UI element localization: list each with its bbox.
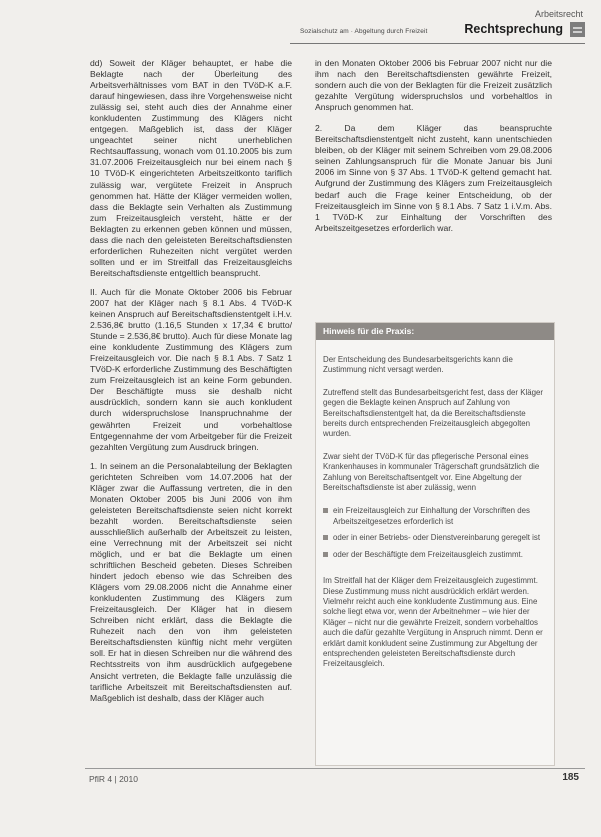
paragraph-ii: II. Auch für die Monate Oktober 2006 bis Februar 2007 hat der Kläger nach § 8.1 Abs. 4 TVöD-K keinen Anspruch auf Bereitschaftsdienstentgelt i.H.v. 2.536,8€ brutto (1.16,5 Stunden x 17,34 € brutto/ Stunde = 2.536,8€ brutto). Auch für diese Monate lag eine konkludente Zustimmung des Klägers zum Freizeitausgleich vor. Die nach § 8.1 Abs. 7 Satz 1 TVöD-K erforderliche Zustimmung des Beschäftigten zum Freizeitausgleich ist an keine Form gebunden. Der Beschäftigte muss sie deshalb nicht ausdrücklich, sondern kann sie auch konkludent durch widerspruchslose Inanspruchnahme der gewährten Freizeit und vorbehaltlose Entgegennahme der vom Arbeitgeber für die Freizeit gezahlten Vergütung zum Ausdruck bringen. xyxy=(90,286,292,452)
hint-paragraph: Im Streitfall hat der Kläger dem Freizeitausgleich zugestimmt. Diese Zustimmung muss nicht ausdrücklich erklärt werden. Vielmehr reicht auch eine konkludente Zustimmung aus. Eine solche liegt etwa vor, wenn der Arbeitnehmer – wie hier der Kläger – nicht nur die gewährte Freizeit, sondern vorbehaltlos auch die dafür gezahlte Vergütung in Anspruch nimmt. Denn er erklärt damit konkludent seine Zustimmung zur Abgeltung der entsprechenden geleisteten Bereitschaftsdienste durch Freizeitausgleich. xyxy=(323,576,543,669)
page-number: 185 xyxy=(562,772,579,783)
list-item: oder der Beschäftigte dem Freizeitausgleich zustimmt. xyxy=(323,550,547,560)
paragraph-2: 2. Da dem Kläger das beanspruchte Bereitschaftsdienstentgelt nicht zusteht, kann unentschieden bleiben, ob der Kläger mit seinem Schreiben vom 29.08.2006 seinen Zahlungsanspruch für die Monate Januar bis Juni 2006 im Sinne von § 37 Abs. 1 TVöD-K geltend gemacht hat. Aufgrund der Zustimmung des Klägers zum Freizeitausgleich bedarf auch die Frage keiner Entscheidung, ob der Freizeitausgleich im Sinne von § 8.1 Abs. 7 Satz 1 i.V.m. Abs. 1 TVöD-K zur Einhaltung der Vorschriften des Arbeitszeitgesetzes erforderlich war. xyxy=(315,123,552,233)
list-item: oder in einer Betriebs- oder Dienstvereinbarung geregelt ist xyxy=(323,533,547,543)
page-header xyxy=(290,20,585,42)
header-divider xyxy=(290,43,585,44)
journal-logo-icon xyxy=(570,22,585,37)
paragraph-1: 1. In seinem an die Personalabteilung der Beklagten gerichteten Schreiben vom 14.07.2006 hat der Kläger zwar die Auffassung vertreten, die in den Monaten Oktober 2005 bis Juni 2006 von ihm geleisteten Bereitschaftsdienste seien nicht korrekt bezahlt worden. Bereitschaftsdienste seien ausschließlich außerhalb der Arbeitszeit zu leisten, eine Verrechnung mit der Arbeitszeit sei nicht möglich, und er bat die Beklagte um einen schriftlichen Bescheid gebeten. Dieses Schreiben hindert jedoch ebenso wie das Schreiben des Klägers vom 29.08.2006 nicht die Annahme einer konkludenten Zustimmung des Klägers zum Freizeitausgleich. Der Kläger hat in diesem Schreiben nicht erklärt, dass die Beklagte die Ruhezeit nach den von ihm geleisteten Bereitschaftsdiensten künftig nicht mehr vergüten soll. Er hat in diesen Schreiben nur die während des Rechtsstreits von ihm ausdrücklich aufgegebene Ansicht vertreten, die Beklagte falle unzulässig die tarifliche Arbeitszeit mit Bereitschaftsdiensten auf. Maßgeblich ist deshalb, dass der Kläger auch xyxy=(90,460,292,703)
section-label: Arbeitsrecht xyxy=(534,9,583,19)
list-item: ein Freizeitausgleich zur Einhaltung der Vorschriften des Arbeitszeitgesetzes erforderlich ist xyxy=(323,506,547,527)
left-column xyxy=(90,58,292,712)
header-subtitle: Sozialschutz am · Abgeltung durch Freizeit xyxy=(300,28,428,35)
hint-body xyxy=(323,342,547,670)
hint-conditions-list xyxy=(323,506,547,560)
paragraph-dd: dd) Soweit der Kläger behauptet, er habe die Beklagte nach der Überleitung des Arbeitsverhältnisses vom BAT in den TVöD-K a.F. darauf hingewiesen, dass ihre Vorgehensweise nicht zulässig sei, steht auch dies der Annahme einer konkludenten Zustimmung des Klägers nicht entgegen. Maßgeblich ist, dass der Kläger ungeachtet seiner nicht unerheblichen Rechtsauffassung, wonach vom 01.10.2005 bis zum 31.07.2006 Freizeitausgleich nur bei einem nach § 10 TVöD-K eingerichteten Arbeitszeitkonto tariflich zulässig war, vergütete Freizeit in Anspruch genommen hat. Hätte der Kläger vermeiden wollen, dass die Beklagte sein Verhalten als Zustimmung zum Freizeitausgleich versteht, hätte er der Beklagten zu erkennen geben können und müssen, dass die nach den geleisteten Bereitschaftsdiensten erforderlichen Ruhezeiten nicht vergütet werden sollten und er im Streitfall das Freizeitausgleichs Bereitschaftsdienste entgeltlich beansprucht. xyxy=(90,58,292,278)
hint-heading: Hinweis für die Praxis: xyxy=(316,323,554,340)
hint-paragraph: Zwar sieht der TVöD-K für das pflegerische Personal eines Krankenhauses in kommunaler Trägerschaft grundsätzlich die Zahlung von Bereitschaftsentgelt vor. Eine Abgeltung der Bereitschaftsdienste ist aber zulässig, wenn xyxy=(323,451,540,493)
practice-hint-box xyxy=(315,322,555,766)
header-title: Rechtsprechung xyxy=(464,22,563,36)
paragraph-continued: in den Monaten Oktober 2006 bis Februar 2007 nicht nur die ihm nach den Bereitschaftsdiensten gewährte Freizeit, sondern auch die von der Beklagten für die Freizeit zusätzlich gezahlte Vergütung widerspruchslos und vorbehaltlos in Anspruch genommen hat. xyxy=(315,58,552,113)
footer-divider xyxy=(85,768,585,769)
hint-paragraph: Zutreffend stellt das Bundesarbeitsgericht fest, dass der Kläger gegen die Beklagte keinen Anspruch auf Zahlung von Bereitschaftsdienstentgelt hat, da die Bereitschaftsdienste bereits durch entsprechenden Freizeitausgleich abgegolten wurden. xyxy=(323,387,544,439)
hint-lead: Der Entscheidung des Bundesarbeitsgerichts kann die Zustimmung nicht versagt werden. xyxy=(323,355,513,375)
journal-issue: PflR 4 | 2010 xyxy=(89,774,138,784)
right-column xyxy=(315,58,552,244)
